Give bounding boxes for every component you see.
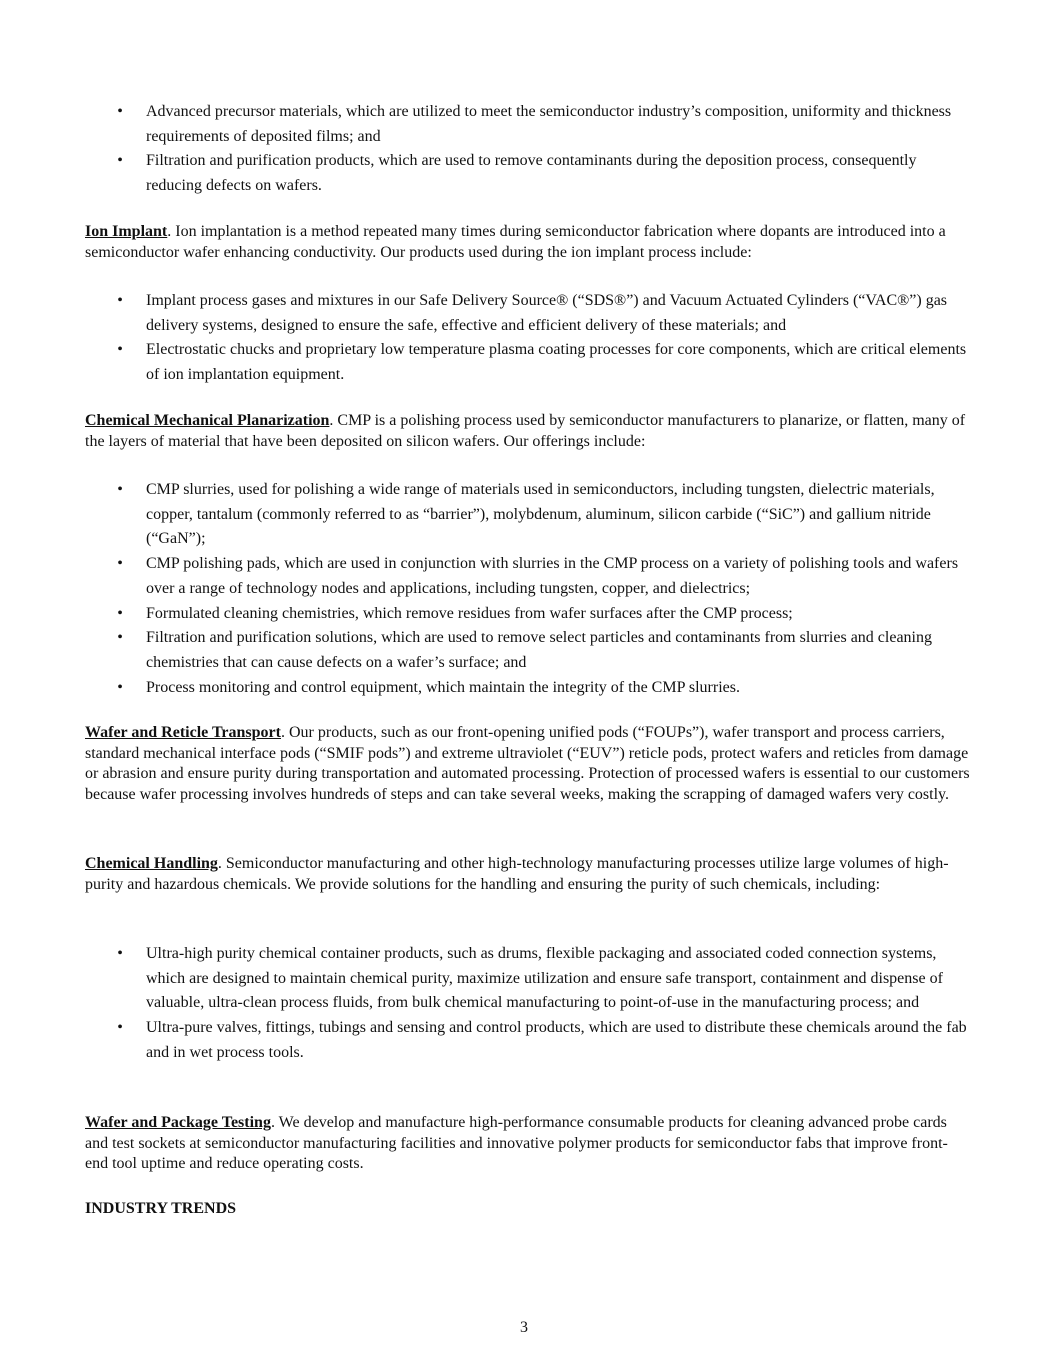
chemical-handling-paragraph: [85, 854, 970, 895]
wafer-reticle-transport-heading: Wafer and Reticle Transport: [85, 724, 281, 741]
bullet-icon: •: [117, 152, 123, 170]
list-item: [0, 478, 1048, 552]
ion-implant-heading: Ion Implant: [85, 223, 168, 240]
ion-implant-text: . Ion implantation is a method repeated many times during semiconductor fabrication where dopants are introduced into a semiconductor wafer enhancing conductivity. Our products used during the ion implant process include:: [85, 223, 946, 261]
bullet-icon: •: [117, 1019, 123, 1037]
list-item: [0, 1016, 1048, 1065]
bullet-icon: •: [117, 604, 123, 622]
ion-implant-bullet-list: [0, 289, 1048, 388]
bullet-icon: •: [117, 945, 123, 962]
list-item-text: CMP polishing pads, which are used in conjunction with slurries in the CMP process on a variety of polishing tools and wafers over a range of technology nodes and applications, including tungsten, copper, and dielectrics;: [146, 555, 959, 597]
list-item-text: Advanced precursor materials, which are utilized to meet the semiconductor industry’s composition, uniformity and thickness requirements of deposited films; and: [146, 103, 952, 145]
list-item: [0, 338, 1048, 387]
bullet-icon: •: [117, 555, 123, 573]
list-item: [0, 942, 1048, 1016]
list-item-text: Ultra-pure valves, fittings, tubings and sensing and control products, which are used to distribute these chemicals around the fab and in wet process tools.: [146, 1019, 967, 1061]
list-item-text: Filtration and purification products, which are used to remove contaminants during the deposition process, consequently reducing defects on wafers.: [146, 152, 917, 195]
wafer-package-testing-paragraph: [85, 1113, 970, 1175]
cmp-text: . CMP is a polishing process used by semiconductor manufacturers to planarize, or flatten, many of the layers of material that have been deposited on silicon wafers. Our offerings include:: [85, 412, 966, 450]
bullet-icon: •: [117, 481, 123, 498]
wafer-package-testing-heading: Wafer and Package Testing: [85, 1114, 271, 1131]
list-item-text: Process monitoring and control equipment, which maintain the integrity of the CMP slurries.: [146, 678, 740, 696]
wafer-reticle-transport-text: . Our products, such as our front-opening unified pods (“FOUPs”), wafer transport and process carriers, standard mechanical interface pods (“SMIF pods”) and extreme ultraviolet (“EUV”) reticle pods, protect wafers and reticles from damage or abrasion and ensure purity during transportation and automated processing. Protection of processed wafers is essential to our customers because wafer processing involves hundreds of steps and can take several weeks, making the scrapping of damaged wafers very costly.: [85, 724, 970, 804]
page-number: 3: [520, 1319, 528, 1336]
chemical-handling-heading: Chemical Handling: [85, 855, 218, 872]
list-item-text: Formulated cleaning chemistries, which remove residues from wafer surfaces after the CMP process;: [146, 604, 793, 622]
list-item-text: CMP slurries, used for polishing a wide range of materials used in semiconductors, including tungsten, dielectric materials, copper, tantalum (commonly referred to as “barrier”), molybdenum, aluminum, silicon carbide (“SiC”) and gallium nitride (“GaN”);: [146, 481, 935, 548]
bullet-icon: •: [117, 678, 123, 696]
list-item-text: Ultra-high purity chemical container products, such as drums, flexible packaging and associated coded connection systems, which are designed to maintain chemical purity, maximize utilization and ensure safe transport, containment and dispense of valuable, ultra-clean process fluids, from bulk chemical manufacturing to point-of-use in the manufacturing process; and: [146, 945, 943, 1012]
cmp-paragraph: [85, 411, 970, 452]
cmp-heading: Chemical Mechanical Planarization: [85, 412, 330, 429]
bullet-icon: •: [117, 292, 123, 309]
wafer-reticle-transport-paragraph: [85, 723, 970, 806]
industry-trends-heading: INDUSTRY TRENDS: [85, 1200, 237, 1217]
bullet-icon: •: [117, 341, 123, 359]
bullet-icon: •: [117, 629, 123, 647]
list-item: [0, 149, 1048, 198]
list-item-text: Filtration and purification solutions, which are used to remove select particles and contaminants from slurries and cleaning chemistries that can cause defects on a wafer’s surface; and: [146, 629, 932, 671]
list-item: [0, 602, 1048, 627]
list-item-text: Implant process gases and mixtures in our Safe Delivery Source® (“SDS®”) and Vacuum Actuated Cylinders (“VAC®”) gas delivery systems, designed to ensure the safe, effective and efficient delivery of these materials; and: [146, 292, 948, 334]
list-item-text: Electrostatic chucks and proprietary low temperature plasma coating processes for core components, which are critical elements of ion implantation equipment.: [146, 341, 967, 384]
ion-implant-paragraph: [85, 222, 970, 263]
chemical-handling-text: . Semiconductor manufacturing and other high-technology manufacturing processes utilize large volumes of high-purity and hazardous chemicals. We provide solutions for the handling and ensuring the purity of such chemicals, including:: [85, 855, 949, 893]
deposition-bullet-list: [0, 100, 1048, 199]
wafer-package-testing-text: . We develop and manufacture high-performance consumable products for cleaning advanced probe cards and test sockets at semiconductor manufacturing facilities and innovative polymer products for semiconductor fabs that improve front-end tool uptime and reduce operating costs.: [85, 1114, 948, 1173]
chemical-handling-bullet-list: [0, 942, 1048, 1066]
list-item: [0, 289, 1048, 338]
cmp-bullet-list: [0, 478, 1048, 700]
list-item: [0, 676, 1048, 701]
list-item: [0, 100, 1048, 149]
list-item: [0, 626, 1048, 675]
bullet-icon: •: [117, 103, 123, 120]
list-item: [0, 552, 1048, 601]
